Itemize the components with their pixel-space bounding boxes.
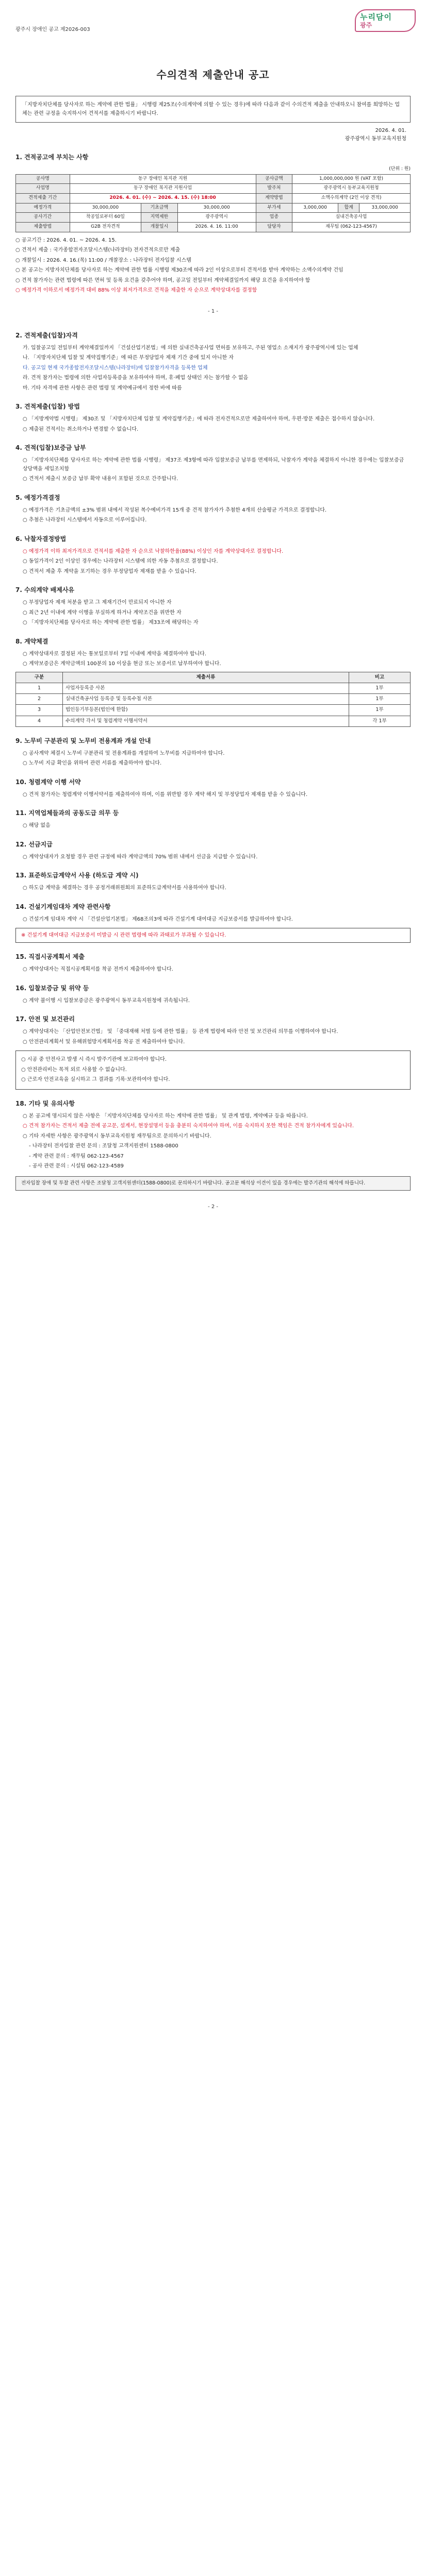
document-page <box>15 0 411 1211</box>
section-7-title: 7. 수의계약 배제사유 <box>15 586 75 594</box>
note-item: ○ 본 공고는 지방자치단체를 당사자로 하는 계약에 관한 법률 시행령 제30조에 따라 2인 이상으로부터 견적서를 받아 계약하는 소액수의계약 건임 <box>15 267 343 274</box>
agency-logo <box>355 9 417 33</box>
section-18-title: 18. 기타 및 유의사항 <box>15 1099 75 1107</box>
section-8-title: 8. 계약체결 <box>15 637 48 645</box>
note-item: ○ 견적 참가자는 관련 법령에 따른 면허 및 등록 요건을 갖추어야 하며, 공고일 전일부터 계약체결일까지 해당 요건을 유지하여야 함 <box>15 277 310 283</box>
table-cell: 제출방법 <box>16 222 70 232</box>
table-header-cell: 비고 <box>349 672 410 683</box>
list-item: ○ 예정가격은 기초금액의 ±3% 범위 내에서 작성된 복수예비가격 15개 중 견적 참가자가 추첨한 4개의 산술평균 가격으로 결정합니다. <box>23 507 327 513</box>
list-item: ○ 하도급 계약을 체결하는 경우 공정거래위원회의 표준하도급계약서를 사용하여야 합니다. <box>23 885 226 891</box>
list-item: ○ 부정당업자 제재 처분을 받고 그 제재기간이 만료되지 아니한 자 <box>23 600 172 606</box>
table-cell: 합계 <box>338 203 359 213</box>
list-item: ○ 「지방자치단체를 당사자로 하는 계약에 관한 법률」 제33조에 해당하는 자 <box>23 620 199 626</box>
date-block <box>15 127 406 143</box>
table-row <box>16 694 411 705</box>
list-item: ○ 「지방자치단체를 당사자로 하는 계약에 관한 법률 시행령」 제37조 제3항에 따라 입찰보증금 납부를 면제하되, 낙찰자가 계약을 체결하지 아니한 경우에는 입찰보증금 상당액을 세입조치함 <box>23 457 404 472</box>
list-item: 가. 입찰공고일 전일부터 계약체결일까지 「건설산업기본법」에 의한 실내건축공사업 면허를 보유하고, 주된 영업소 소재지가 광주광역시에 있는 업체 <box>23 345 358 351</box>
list-item: 라. 견적 참가자는 법령에 의한 사업자등록증을 보유하여야 하며, 휴·폐업 상태인 자는 참가할 수 없음 <box>23 375 249 381</box>
table-cell: 2026. 4. 01. (수) ~ 2026. 4. 15. (수) 18:00 <box>70 193 256 203</box>
page-number: - 1 - <box>208 308 218 314</box>
list-item: ○ 견적 참가자는 견적서 제출 전에 공고문, 설계서, 현장설명서 등을 충분히 숙지하여야 하며, 이를 숙지하지 못한 책임은 견적 참가자에게 있습니다. <box>23 1123 354 1129</box>
section-3-title: 3. 견적제출(입찰) 방법 <box>15 403 80 411</box>
section-12-title: 12. 선금지급 <box>15 840 53 848</box>
table-cell: 3,000,000 <box>292 203 338 213</box>
list-item: ○ 기타 자세한 사항은 광주광역시 동부교육지원청 재무팀으로 문의하시기 바랍니다. <box>23 1133 211 1139</box>
table-cell: 2 <box>16 694 63 705</box>
section-11-title: 11. 지역업체들과의 공동도급 의무 등 <box>15 809 119 817</box>
section-10-title: 10. 청렴계약 이행 서약 <box>15 778 81 786</box>
table-cell: 공사명 <box>16 174 70 184</box>
list-item: ○ 안전관리계획서 및 유해위험방지계획서를 착공 전 제출하여야 합니다. <box>23 1039 185 1045</box>
warning-box: ※ 건설기계 대여대금 지급보증서 미발급 시 관련 법령에 따라 과태료가 부과될 수 있습니다. <box>15 928 411 943</box>
table-cell: 1부 <box>349 705 410 716</box>
note-item: ○ 예정가격 이하로서 예정가격 대비 88% 이상 최저가격으로 견적을 제출한 자 순으로 계약상대자를 결정함 <box>15 287 257 294</box>
list-item: - 나라장터 전자입찰 관련 문의 : 조달청 고객지원센터 1588-0800 <box>29 1143 178 1149</box>
list-item: ○ 견적서 제출 후 계약을 포기하는 경우 부정당업자 제재를 받을 수 있습니다. <box>23 568 196 574</box>
documents-table <box>15 672 411 727</box>
logo-text-1: 누리담이 <box>360 12 392 22</box>
table-cell: 1부 <box>349 694 410 705</box>
table-cell: 법인등기부등본(법인에 한함) <box>62 705 349 716</box>
list-item: ○ 계약 불이행 시 입찰보증금은 광주광역시 동부교육지원청에 귀속됩니다. <box>23 997 190 1004</box>
safety-box <box>15 1050 411 1090</box>
table-cell: 광주광역시 동부교육지원청 <box>292 184 411 194</box>
table-cell: 동구 장애인 복지관 지원사업 <box>70 184 256 194</box>
table-header-cell: 구분 <box>16 672 63 683</box>
note-item: ○ 공고기간 : 2026. 4. 01. ~ 2026. 4. 15. <box>15 237 117 243</box>
table-row <box>16 716 411 726</box>
table-cell: 30,000,000 <box>177 203 256 213</box>
table-cell: 광주광역시 <box>177 213 256 223</box>
list-item: ○ 견적 참가자는 청렴계약 이행서약서를 제출하여야 하며, 이를 위반할 경우 계약 해지 및 부정당업자 제재를 받을 수 있습니다. <box>23 791 308 798</box>
list-item: 다. 공고일 현재 국가종합전자조달시스템(나라장터)에 입찰참가자격을 등록한 업체 <box>23 365 208 371</box>
list-item: ○ 본 공고에 명시되지 않은 사항은 「지방자치단체를 당사자로 하는 계약에 관한 법률」 및 관계 법령, 계약예규 등을 따릅니다. <box>23 1113 308 1119</box>
table-cell: 담당자 <box>256 222 292 232</box>
issuer-name: 광주광역시 동부교육지원청 <box>345 136 406 142</box>
section-16-title: 16. 입찰보증금 및 위약 등 <box>15 984 89 992</box>
table-cell: 1 <box>16 683 63 693</box>
section-5-title: 5. 예정가격결정 <box>15 494 60 501</box>
section-15-title: 15. 직접시공계획서 제출 <box>15 953 85 961</box>
table-cell: 업종 <box>256 213 292 223</box>
list-item: 나. 「지방자치단체 입찰 및 계약집행기준」에 따른 부정당업자 제재 기간 중에 있지 아니한 자 <box>23 355 234 361</box>
table-cell: 소액수의계약 (2인 이상 견적) <box>292 193 411 203</box>
table-cell: 각 1부 <box>349 716 410 726</box>
list-item: ○ 「지방계약법 시행령」 제30조 및 「지방자치단체 입찰 및 계약집행기준」에 따라 전자견적으로만 제출하여야 하며, 우편·방문 제출은 접수하지 않습니다. <box>23 416 375 422</box>
section-17-title: 17. 안전 및 보건관리 <box>15 1015 75 1023</box>
section-4-title: 4. 견적(입찰)보증금 납부 <box>15 444 86 452</box>
list-item: ○ 동일가격이 2인 이상인 경우에는 나라장터 시스템에 의한 자동 추첨으로 결정합니다. <box>23 558 218 565</box>
list-item: ○ 계약상대자는 「산업안전보건법」 및 「중대재해 처벌 등에 관한 법률」 등 관계 법령에 따라 안전 및 보건관리 의무를 이행하여야 합니다. <box>23 1029 338 1035</box>
table-cell: 견적제출 기간 <box>16 193 70 203</box>
table-cell: G2B 전자견적 <box>70 222 141 232</box>
table-cell: 사업자등록증 사본 <box>62 683 349 693</box>
table-cell: 개찰일시 <box>141 222 177 232</box>
list-item: ○ 예정가격 이하 최저가격으로 견적서를 제출한 자 순으로 낙찰하한율(88%) 이상인 자를 계약상대자로 결정합니다. <box>23 548 284 554</box>
table-cell: 33,000,000 <box>359 203 411 213</box>
list-item: ○ 계약상대자로 결정된 자는 통보일로부터 7일 이내에 계약을 체결하여야 합니다. <box>23 651 206 657</box>
table-cell: 1,000,000,000 원 (VAT 포함) <box>292 174 411 184</box>
note-item: ○ 개찰일시 : 2026. 4. 16.(목) 11:00 / 개찰장소 : 나라장터 전자입찰 시스템 <box>15 257 191 263</box>
table-cell: 기초금액 <box>141 203 177 213</box>
intro-paragraph: 「지방자치단체를 당사자로 하는 계약에 관한 법률」 시행령 제25조(수의계약에 의할 수 있는 경우)에 따라 다음과 같이 수의견적 제출을 안내하오니 참여를 희망하는 업체는 관련 규정을 숙지하시어 견적서를 제출하시기 바랍니다. <box>15 96 411 123</box>
list-item: ○ 안전관리비는 목적 외로 사용할 수 없습니다. <box>21 1066 127 1073</box>
list-item: ○ 시공 중 안전사고 발생 시 즉시 발주기관에 보고하여야 합니다. <box>21 1057 167 1063</box>
table-cell: 재무팀 (062-123-4567) <box>292 222 411 232</box>
section-9-title: 9. 노무비 구분관리 및 노무비 전용계좌 개설 안내 <box>15 737 151 744</box>
table-header-cell: 제출서류 <box>62 672 349 683</box>
list-item: - 공사 관련 문의 : 시설팀 062-123-4589 <box>29 1163 124 1170</box>
list-item: ○ 노무비 지급 확인을 위하여 관련 서류를 제출하여야 합니다. <box>23 760 162 767</box>
section-14-title: 14. 건설기계임대차 계약 관련사항 <box>15 903 111 910</box>
final-notice-box: 전자입찰 장애 및 투찰 관련 사항은 조달청 고객지원센터(1588-0800)로 문의하시기 바랍니다. 공고문 해석상 이견이 있을 경우에는 발주기관의 해석에 따릅니다. <box>15 1176 411 1191</box>
table-cell: 실내건축공사업 <box>292 213 411 223</box>
table-cell: 착공일로부터 60일 <box>70 213 141 223</box>
section-1-notes <box>15 236 411 295</box>
table-row <box>16 705 411 716</box>
table-cell: 실내건축공사업 등록증 및 등록수첩 사본 <box>62 694 349 705</box>
table-cell: 2026. 4. 16. 11:00 <box>177 222 256 232</box>
table-cell: 3 <box>16 705 63 716</box>
list-item: - 계약 관련 문의 : 재무팀 062-123-4567 <box>29 1153 124 1159</box>
table-cell: 4 <box>16 716 63 726</box>
page-number: - 2 - <box>208 1204 218 1210</box>
table-cell: 수의계약 각서 및 청렴계약 이행서약서 <box>62 716 349 726</box>
section-1-title: 1. 견적공고에 부치는 사항 <box>15 154 89 161</box>
table-cell: 1부 <box>349 683 410 693</box>
section-13-title: 13. 표준하도급계약서 사용 (하도급 계약 시) <box>15 872 139 879</box>
list-item: 마. 기타 자격에 관한 사항은 관련 법령 및 계약예규에서 정한 바에 따름 <box>23 385 182 391</box>
unit-label: (단위 : 원) <box>389 166 411 172</box>
section-2-title: 2. 견적제출(입찰)자격 <box>15 331 78 339</box>
note-item: ○ 견적서 제출 : 국가종합전자조달시스템(나라장터) 전자견적으로만 제출 <box>15 247 181 253</box>
table-cell: 동구 장애인 복지관 지원 <box>70 174 256 184</box>
list-item: ○ 추첨은 나라장터 시스템에서 자동으로 이루어집니다. <box>23 517 147 523</box>
notice-date: 2026. 4. 01. <box>375 128 406 133</box>
table-cell: 부가세 <box>256 203 292 213</box>
list-item: ○ 계약상대자는 직접시공계획서를 착공 전까지 제출하여야 합니다. <box>23 967 173 973</box>
bid-summary-table <box>15 174 411 232</box>
table-cell: 계약방법 <box>256 193 292 203</box>
list-item: ○ 제출된 견적서는 취소하거나 변경할 수 없습니다. <box>23 426 139 432</box>
table-cell: 발주처 <box>256 184 292 194</box>
table-cell: 사업명 <box>16 184 70 194</box>
document-title: 수의견적 제출안내 공고 <box>156 69 270 81</box>
table-cell: 공사기간 <box>16 213 70 223</box>
list-item: ○ 근로자 안전교육을 실시하고 그 결과를 기록·보관하여야 합니다. <box>21 1077 170 1083</box>
list-item: ○ 해당 없음 <box>23 823 51 829</box>
list-item: ○ 최근 2년 이내에 계약 이행을 부실하게 하거나 계약조건을 위반한 자 <box>23 609 182 616</box>
list-item: ○ 계약보증금은 계약금액의 100분의 10 이상을 현금 또는 보증서로 납부하여야 합니다. <box>23 661 221 667</box>
list-item: ○ 공사계약 체결시 노무비 구분관리 및 전용계좌를 개설하여 노무비를 지급하여야 합니다. <box>23 750 225 756</box>
table-cell: 공사금액 <box>256 174 292 184</box>
document-header <box>15 0 411 52</box>
logo-text-2: 광주 <box>360 22 372 29</box>
table-cell: 지역제한 <box>141 213 177 223</box>
notice-number: 광주시 장애인 공고 제2026-003 <box>15 27 90 32</box>
table-row <box>16 683 411 693</box>
list-item: ○ 계약상대자가 요청할 경우 관련 규정에 따라 계약금액의 70% 범위 내에서 선금을 지급할 수 있습니다. <box>23 854 258 860</box>
section-6-title: 6. 낙찰자결정방법 <box>15 535 67 543</box>
list-item: ○ 견적서 제출시 보증금 납부 확약 내용이 포함된 것으로 간주합니다. <box>23 476 178 482</box>
list-item: ○ 건설기계 임대차 계약 시 「건설산업기본법」 제68조의3에 따라 건설기계 대여대금 지급보증서를 발급하여야 합니다. <box>23 916 293 922</box>
table-cell: 30,000,000 <box>70 203 141 213</box>
table-cell: 예정가격 <box>16 203 70 213</box>
